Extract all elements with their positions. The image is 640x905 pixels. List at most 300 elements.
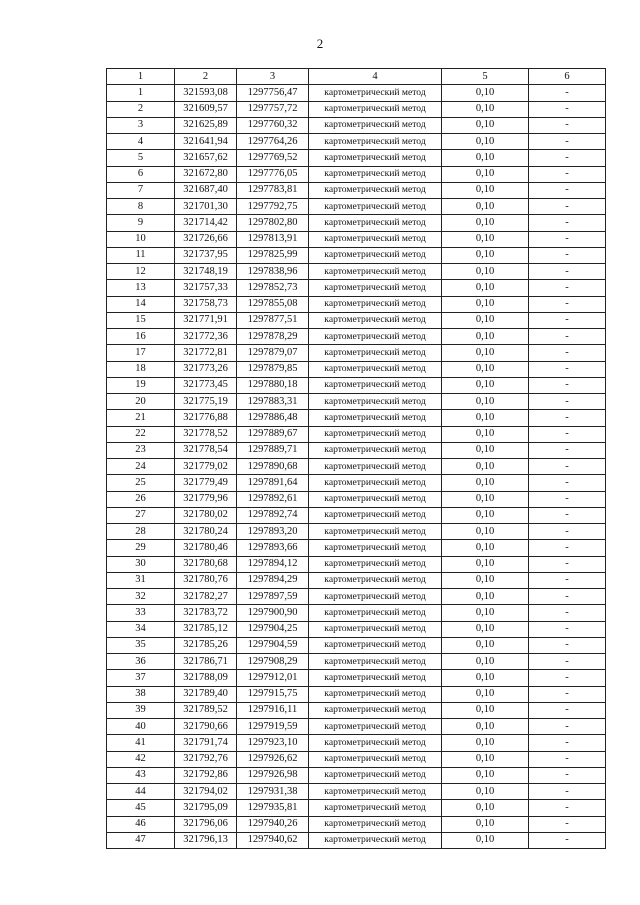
x-coordinate-cell: 321792,76 — [175, 751, 237, 767]
y-coordinate-cell: 1297931,38 — [237, 784, 309, 800]
method-cell: картометрический метод — [309, 345, 442, 361]
point-number-cell: 3 — [107, 117, 175, 133]
x-coordinate-cell: 321779,02 — [175, 459, 237, 475]
x-coordinate-cell: 321593,08 — [175, 85, 237, 101]
table-row — [107, 637, 606, 653]
accuracy-cell: 0,10 — [442, 394, 529, 410]
y-coordinate-cell: 1297892,74 — [237, 507, 309, 523]
table-row — [107, 751, 606, 767]
note-cell: - — [529, 215, 606, 231]
method-cell: картометрический метод — [309, 572, 442, 588]
x-coordinate-cell: 321783,72 — [175, 605, 237, 621]
note-cell: - — [529, 686, 606, 702]
table-row — [107, 182, 606, 198]
point-number-cell: 15 — [107, 312, 175, 328]
y-coordinate-cell: 1297940,62 — [237, 832, 309, 848]
method-cell: картометрический метод — [309, 605, 442, 621]
y-coordinate-cell: 1297893,66 — [237, 540, 309, 556]
accuracy-cell: 0,10 — [442, 735, 529, 751]
y-coordinate-cell: 1297883,31 — [237, 394, 309, 410]
x-coordinate-cell: 321780,76 — [175, 572, 237, 588]
point-number-cell: 41 — [107, 735, 175, 751]
accuracy-cell: 0,10 — [442, 654, 529, 670]
x-coordinate-cell: 321786,71 — [175, 654, 237, 670]
note-cell: - — [529, 605, 606, 621]
x-coordinate-cell: 321796,13 — [175, 832, 237, 848]
method-cell: картометрический метод — [309, 556, 442, 572]
accuracy-cell: 0,10 — [442, 816, 529, 832]
accuracy-cell: 0,10 — [442, 800, 529, 816]
y-coordinate-cell: 1297757,72 — [237, 101, 309, 117]
table-row — [107, 556, 606, 572]
point-number-cell: 8 — [107, 199, 175, 215]
note-cell: - — [529, 702, 606, 718]
x-coordinate-cell: 321779,96 — [175, 491, 237, 507]
method-cell: картометрический метод — [309, 735, 442, 751]
method-cell: картометрический метод — [309, 475, 442, 491]
x-coordinate-cell: 321789,52 — [175, 702, 237, 718]
header-cell-2: 2 — [175, 69, 237, 85]
accuracy-cell: 0,10 — [442, 686, 529, 702]
y-coordinate-cell: 1297926,98 — [237, 767, 309, 783]
method-cell: картометрический метод — [309, 361, 442, 377]
table-row — [107, 572, 606, 588]
note-cell: - — [529, 637, 606, 653]
table-row — [107, 377, 606, 393]
note-cell: - — [529, 394, 606, 410]
method-cell: картометрический метод — [309, 426, 442, 442]
method-cell: картометрический метод — [309, 231, 442, 247]
note-cell: - — [529, 767, 606, 783]
y-coordinate-cell: 1297923,10 — [237, 735, 309, 751]
table-row — [107, 784, 606, 800]
point-number-cell: 34 — [107, 621, 175, 637]
method-cell: картометрический метод — [309, 670, 442, 686]
note-cell: - — [529, 280, 606, 296]
x-coordinate-cell: 321782,27 — [175, 589, 237, 605]
point-number-cell: 13 — [107, 280, 175, 296]
table-row — [107, 507, 606, 523]
method-cell: картометрический метод — [309, 459, 442, 475]
y-coordinate-cell: 1297886,48 — [237, 410, 309, 426]
note-cell: - — [529, 85, 606, 101]
note-cell: - — [529, 312, 606, 328]
method-cell: картометрический метод — [309, 719, 442, 735]
y-coordinate-cell: 1297852,73 — [237, 280, 309, 296]
y-coordinate-cell: 1297919,59 — [237, 719, 309, 735]
method-cell: картометрический метод — [309, 637, 442, 653]
point-number-cell: 20 — [107, 394, 175, 410]
y-coordinate-cell: 1297904,59 — [237, 637, 309, 653]
point-number-cell: 38 — [107, 686, 175, 702]
note-cell: - — [529, 654, 606, 670]
note-cell: - — [529, 329, 606, 345]
accuracy-cell: 0,10 — [442, 459, 529, 475]
accuracy-cell: 0,10 — [442, 507, 529, 523]
point-number-cell: 9 — [107, 215, 175, 231]
accuracy-cell: 0,10 — [442, 215, 529, 231]
y-coordinate-cell: 1297915,75 — [237, 686, 309, 702]
note-cell: - — [529, 134, 606, 150]
table-row — [107, 199, 606, 215]
point-number-cell: 40 — [107, 719, 175, 735]
y-coordinate-cell: 1297880,18 — [237, 377, 309, 393]
method-cell: картометрический метод — [309, 589, 442, 605]
header-cell-5: 5 — [442, 69, 529, 85]
table-row — [107, 621, 606, 637]
x-coordinate-cell: 321757,33 — [175, 280, 237, 296]
table-row — [107, 475, 606, 491]
point-number-cell: 17 — [107, 345, 175, 361]
table-row — [107, 442, 606, 458]
note-cell: - — [529, 264, 606, 280]
accuracy-cell: 0,10 — [442, 475, 529, 491]
method-cell: картометрический метод — [309, 800, 442, 816]
note-cell: - — [529, 231, 606, 247]
accuracy-cell: 0,10 — [442, 751, 529, 767]
method-cell: картометрический метод — [309, 215, 442, 231]
y-coordinate-cell: 1297916,11 — [237, 702, 309, 718]
accuracy-cell: 0,10 — [442, 264, 529, 280]
point-number-cell: 35 — [107, 637, 175, 653]
y-coordinate-cell: 1297760,32 — [237, 117, 309, 133]
y-coordinate-cell: 1297893,20 — [237, 524, 309, 540]
y-coordinate-cell: 1297908,29 — [237, 654, 309, 670]
accuracy-cell: 0,10 — [442, 767, 529, 783]
accuracy-cell: 0,10 — [442, 134, 529, 150]
point-number-cell: 5 — [107, 150, 175, 166]
method-cell: картометрический метод — [309, 784, 442, 800]
table-row — [107, 361, 606, 377]
note-cell: - — [529, 524, 606, 540]
x-coordinate-cell: 321795,09 — [175, 800, 237, 816]
table-row — [107, 215, 606, 231]
y-coordinate-cell: 1297891,64 — [237, 475, 309, 491]
accuracy-cell: 0,10 — [442, 491, 529, 507]
table-row — [107, 231, 606, 247]
point-number-cell: 45 — [107, 800, 175, 816]
x-coordinate-cell: 321778,52 — [175, 426, 237, 442]
accuracy-cell: 0,10 — [442, 702, 529, 718]
x-coordinate-cell: 321790,66 — [175, 719, 237, 735]
y-coordinate-cell: 1297935,81 — [237, 800, 309, 816]
note-cell: - — [529, 491, 606, 507]
accuracy-cell: 0,10 — [442, 296, 529, 312]
method-cell: картометрический метод — [309, 182, 442, 198]
table-row — [107, 117, 606, 133]
y-coordinate-cell: 1297892,61 — [237, 491, 309, 507]
method-cell: картометрический метод — [309, 410, 442, 426]
note-cell: - — [529, 735, 606, 751]
point-number-cell: 39 — [107, 702, 175, 718]
point-number-cell: 18 — [107, 361, 175, 377]
table-row — [107, 426, 606, 442]
note-cell: - — [529, 377, 606, 393]
accuracy-cell: 0,10 — [442, 377, 529, 393]
accuracy-cell: 0,10 — [442, 589, 529, 605]
point-number-cell: 6 — [107, 166, 175, 182]
point-number-cell: 10 — [107, 231, 175, 247]
accuracy-cell: 0,10 — [442, 426, 529, 442]
x-coordinate-cell: 321773,26 — [175, 361, 237, 377]
accuracy-cell: 0,10 — [442, 784, 529, 800]
x-coordinate-cell: 321788,09 — [175, 670, 237, 686]
note-cell: - — [529, 621, 606, 637]
method-cell: картометрический метод — [309, 524, 442, 540]
y-coordinate-cell: 1297912,01 — [237, 670, 309, 686]
point-number-cell: 23 — [107, 442, 175, 458]
y-coordinate-cell: 1297890,68 — [237, 459, 309, 475]
y-coordinate-cell: 1297792,75 — [237, 199, 309, 215]
x-coordinate-cell: 321701,30 — [175, 199, 237, 215]
table-row — [107, 329, 606, 345]
accuracy-cell: 0,10 — [442, 166, 529, 182]
y-coordinate-cell: 1297894,12 — [237, 556, 309, 572]
note-cell: - — [529, 296, 606, 312]
y-coordinate-cell: 1297900,90 — [237, 605, 309, 621]
note-cell: - — [529, 410, 606, 426]
x-coordinate-cell: 321625,89 — [175, 117, 237, 133]
header-cell-4: 4 — [309, 69, 442, 85]
accuracy-cell: 0,10 — [442, 556, 529, 572]
note-cell: - — [529, 800, 606, 816]
x-coordinate-cell: 321687,40 — [175, 182, 237, 198]
note-cell: - — [529, 784, 606, 800]
accuracy-cell: 0,10 — [442, 540, 529, 556]
table-row — [107, 101, 606, 117]
y-coordinate-cell: 1297894,29 — [237, 572, 309, 588]
method-cell: картометрический метод — [309, 702, 442, 718]
method-cell: картометрический метод — [309, 134, 442, 150]
accuracy-cell: 0,10 — [442, 572, 529, 588]
point-number-cell: 22 — [107, 426, 175, 442]
y-coordinate-cell: 1297825,99 — [237, 247, 309, 263]
x-coordinate-cell: 321758,73 — [175, 296, 237, 312]
method-cell: картометрический метод — [309, 816, 442, 832]
table-row — [107, 719, 606, 735]
x-coordinate-cell: 321609,57 — [175, 101, 237, 117]
method-cell: картометрический метод — [309, 264, 442, 280]
x-coordinate-cell: 321791,74 — [175, 735, 237, 751]
note-cell: - — [529, 475, 606, 491]
x-coordinate-cell: 321775,19 — [175, 394, 237, 410]
accuracy-cell: 0,10 — [442, 150, 529, 166]
note-cell: - — [529, 507, 606, 523]
method-cell: картометрический метод — [309, 507, 442, 523]
table-row — [107, 459, 606, 475]
table-row — [107, 394, 606, 410]
note-cell: - — [529, 572, 606, 588]
y-coordinate-cell: 1297769,52 — [237, 150, 309, 166]
point-number-cell: 1 — [107, 85, 175, 101]
table-row — [107, 312, 606, 328]
point-number-cell: 43 — [107, 767, 175, 783]
y-coordinate-cell: 1297926,62 — [237, 751, 309, 767]
accuracy-cell: 0,10 — [442, 182, 529, 198]
table-row — [107, 702, 606, 718]
method-cell: картометрический метод — [309, 101, 442, 117]
accuracy-cell: 0,10 — [442, 361, 529, 377]
point-number-cell: 42 — [107, 751, 175, 767]
method-cell: картометрический метод — [309, 296, 442, 312]
page-number: 2 — [316, 36, 324, 51]
header-cell-3: 3 — [237, 69, 309, 85]
note-cell: - — [529, 556, 606, 572]
method-cell: картометрический метод — [309, 150, 442, 166]
point-number-cell: 19 — [107, 377, 175, 393]
method-cell: картометрический метод — [309, 540, 442, 556]
point-number-cell: 7 — [107, 182, 175, 198]
note-cell: - — [529, 361, 606, 377]
table-row — [107, 605, 606, 621]
accuracy-cell: 0,10 — [442, 605, 529, 621]
y-coordinate-cell: 1297878,29 — [237, 329, 309, 345]
table-header-row — [107, 69, 606, 85]
table-row — [107, 540, 606, 556]
x-coordinate-cell: 321772,36 — [175, 329, 237, 345]
point-number-cell: 44 — [107, 784, 175, 800]
accuracy-cell: 0,10 — [442, 670, 529, 686]
x-coordinate-cell: 321714,42 — [175, 215, 237, 231]
method-cell: картометрический метод — [309, 312, 442, 328]
table-row — [107, 767, 606, 783]
note-cell: - — [529, 589, 606, 605]
point-number-cell: 2 — [107, 101, 175, 117]
x-coordinate-cell: 321726,66 — [175, 231, 237, 247]
note-cell: - — [529, 345, 606, 361]
y-coordinate-cell: 1297889,71 — [237, 442, 309, 458]
table-row — [107, 654, 606, 670]
point-number-cell: 14 — [107, 296, 175, 312]
point-number-cell: 32 — [107, 589, 175, 605]
y-coordinate-cell: 1297764,26 — [237, 134, 309, 150]
table-row — [107, 491, 606, 507]
accuracy-cell: 0,10 — [442, 199, 529, 215]
table-row — [107, 280, 606, 296]
method-cell: картометрический метод — [309, 621, 442, 637]
note-cell: - — [529, 247, 606, 263]
note-cell: - — [529, 670, 606, 686]
table-row — [107, 816, 606, 832]
point-number-cell: 27 — [107, 507, 175, 523]
accuracy-cell: 0,10 — [442, 719, 529, 735]
y-coordinate-cell: 1297776,05 — [237, 166, 309, 182]
accuracy-cell: 0,10 — [442, 410, 529, 426]
y-coordinate-cell: 1297838,96 — [237, 264, 309, 280]
point-number-cell: 46 — [107, 816, 175, 832]
x-coordinate-cell: 321641,94 — [175, 134, 237, 150]
point-number-cell: 24 — [107, 459, 175, 475]
x-coordinate-cell: 321778,54 — [175, 442, 237, 458]
point-number-cell: 37 — [107, 670, 175, 686]
table-row — [107, 735, 606, 751]
y-coordinate-cell: 1297855,08 — [237, 296, 309, 312]
table-row — [107, 670, 606, 686]
accuracy-cell: 0,10 — [442, 117, 529, 133]
table-row — [107, 345, 606, 361]
point-number-cell: 29 — [107, 540, 175, 556]
accuracy-cell: 0,10 — [442, 85, 529, 101]
x-coordinate-cell: 321737,95 — [175, 247, 237, 263]
note-cell: - — [529, 751, 606, 767]
x-coordinate-cell: 321779,49 — [175, 475, 237, 491]
table-row — [107, 832, 606, 848]
method-cell: картометрический метод — [309, 686, 442, 702]
accuracy-cell: 0,10 — [442, 231, 529, 247]
method-cell: картометрический метод — [309, 832, 442, 848]
method-cell: картометрический метод — [309, 166, 442, 182]
x-coordinate-cell: 321773,45 — [175, 377, 237, 393]
x-coordinate-cell: 321789,40 — [175, 686, 237, 702]
x-coordinate-cell: 321780,02 — [175, 507, 237, 523]
note-cell: - — [529, 199, 606, 215]
point-number-cell: 11 — [107, 247, 175, 263]
method-cell: картометрический метод — [309, 767, 442, 783]
note-cell: - — [529, 442, 606, 458]
point-number-cell: 26 — [107, 491, 175, 507]
point-number-cell: 47 — [107, 832, 175, 848]
x-coordinate-cell: 321776,88 — [175, 410, 237, 426]
point-number-cell: 16 — [107, 329, 175, 345]
method-cell: картометрический метод — [309, 491, 442, 507]
table-row — [107, 589, 606, 605]
y-coordinate-cell: 1297940,26 — [237, 816, 309, 832]
accuracy-cell: 0,10 — [442, 442, 529, 458]
table-row — [107, 166, 606, 182]
y-coordinate-cell: 1297783,81 — [237, 182, 309, 198]
y-coordinate-cell: 1297897,59 — [237, 589, 309, 605]
y-coordinate-cell: 1297756,47 — [237, 85, 309, 101]
note-cell: - — [529, 540, 606, 556]
table-row — [107, 524, 606, 540]
point-number-cell: 30 — [107, 556, 175, 572]
note-cell: - — [529, 101, 606, 117]
x-coordinate-cell: 321794,02 — [175, 784, 237, 800]
y-coordinate-cell: 1297904,25 — [237, 621, 309, 637]
x-coordinate-cell: 321771,91 — [175, 312, 237, 328]
table-row — [107, 85, 606, 101]
method-cell: картометрический метод — [309, 280, 442, 296]
method-cell: картометрический метод — [309, 85, 442, 101]
point-number-cell: 28 — [107, 524, 175, 540]
table-body — [107, 85, 606, 849]
note-cell: - — [529, 166, 606, 182]
x-coordinate-cell: 321780,46 — [175, 540, 237, 556]
table-row — [107, 247, 606, 263]
note-cell: - — [529, 117, 606, 133]
x-coordinate-cell: 321792,86 — [175, 767, 237, 783]
table-row — [107, 800, 606, 816]
table-row — [107, 150, 606, 166]
note-cell: - — [529, 182, 606, 198]
x-coordinate-cell: 321796,06 — [175, 816, 237, 832]
accuracy-cell: 0,10 — [442, 329, 529, 345]
x-coordinate-cell: 321785,12 — [175, 621, 237, 637]
table-row — [107, 686, 606, 702]
method-cell: картометрический метод — [309, 199, 442, 215]
method-cell: картометрический метод — [309, 117, 442, 133]
x-coordinate-cell: 321780,68 — [175, 556, 237, 572]
note-cell: - — [529, 150, 606, 166]
y-coordinate-cell: 1297813,91 — [237, 231, 309, 247]
note-cell: - — [529, 832, 606, 848]
point-number-cell: 25 — [107, 475, 175, 491]
point-number-cell: 12 — [107, 264, 175, 280]
accuracy-cell: 0,10 — [442, 101, 529, 117]
point-number-cell: 33 — [107, 605, 175, 621]
y-coordinate-cell: 1297802,80 — [237, 215, 309, 231]
x-coordinate-cell: 321772,81 — [175, 345, 237, 361]
